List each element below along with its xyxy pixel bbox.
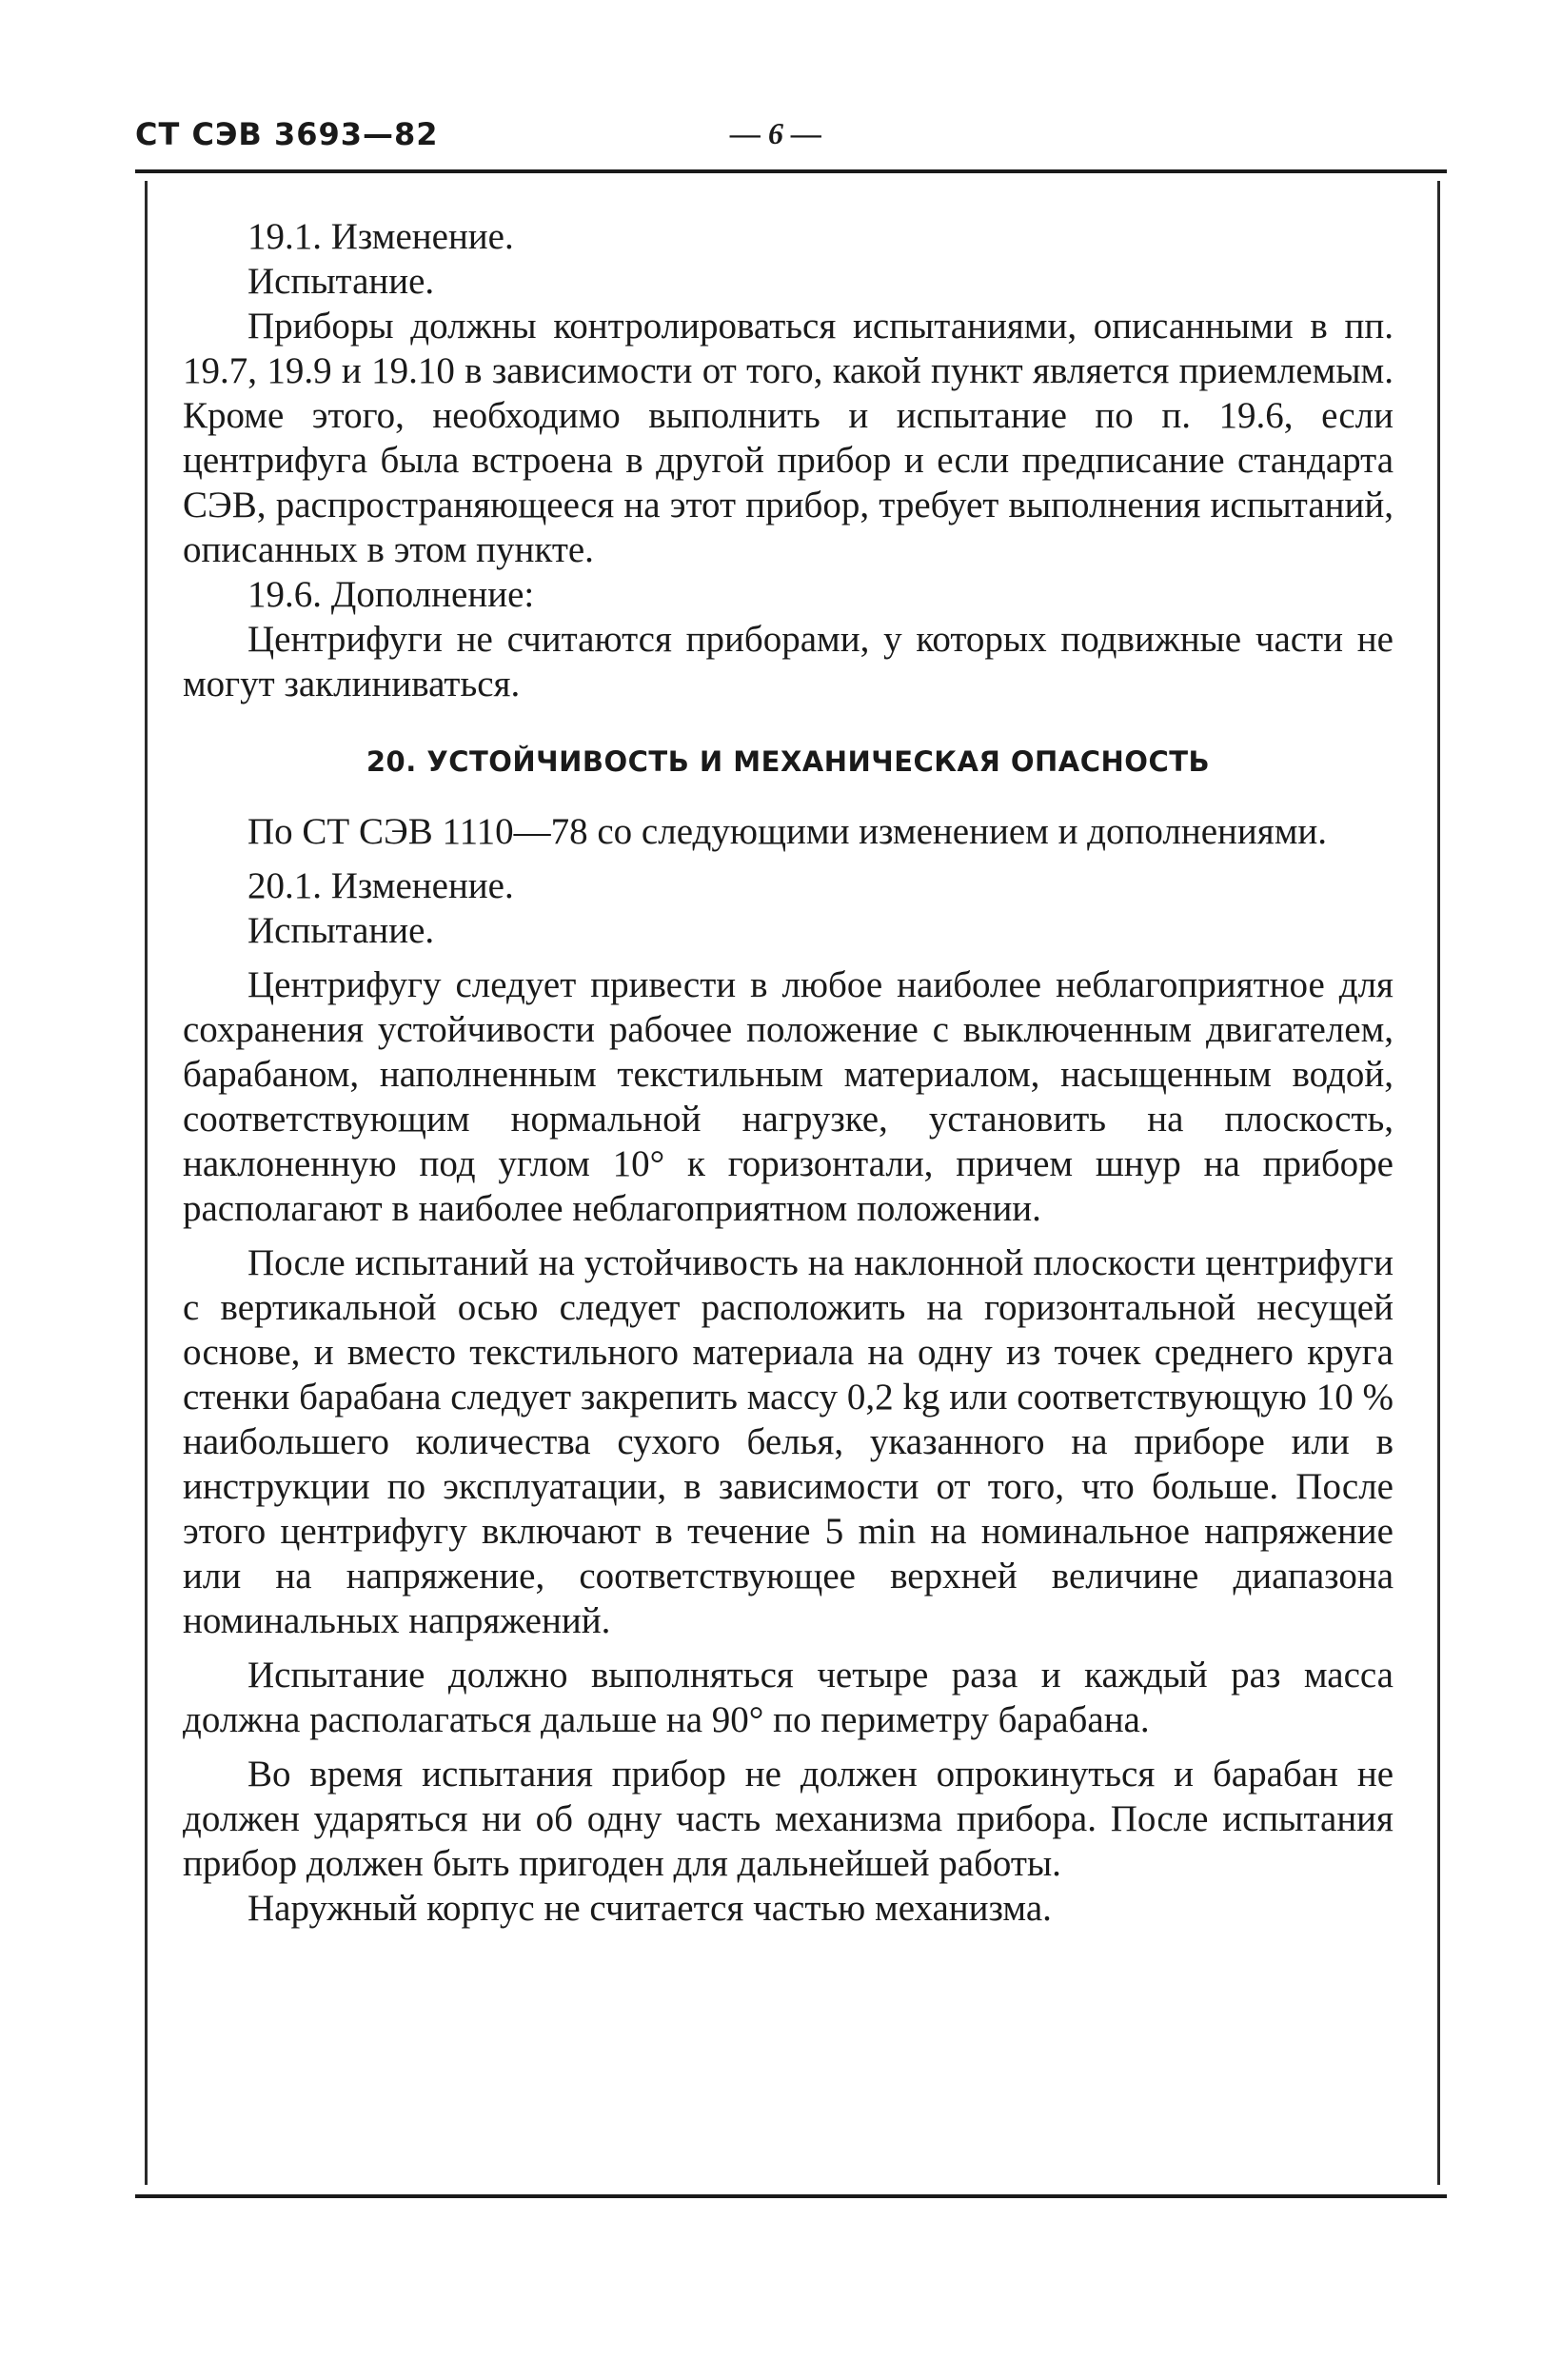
left-margin-line [145,181,148,2185]
clause-19-1-heading: 19.1. Изменение. [247,216,514,257]
clause-20-1-paragraph-4: Во время испытания прибор не должен опрокинуться и барабан не должен ударяться ни об одну часть механизма прибора. После испытания прибор должен быть пригоден для дальнейшей работы. [183,1754,1394,1884]
footer-rule [135,2194,1447,2198]
clause-20-1-heading: 20.1. Изменение. [247,865,514,906]
header-rule [135,169,1447,173]
clause-19-1-text: Приборы должны контролироваться испытаниями, описанными в пп. 19.7, 19.9 и 19.10 в зависимости от того, какой пункт является приемлемым. Кроме этого, необходимо выполнить и испытание по п. 19.6, если центрифуга была встроена в другой прибор и если предписание стандарта СЭВ, распространяющееся на этот прибор, требует выполнения испытаний, описанных в этом пункте. [183,306,1394,570]
page-header [135,116,1439,164]
section-20-intro: По СТ СЭВ 1110—78 со следующими изменением и дополнениями. [247,811,1328,852]
clause-20-1-test-label: Испытание. [247,910,435,951]
right-margin-line [1437,181,1440,2185]
section-20-title: 20. УСТОЙЧИВОСТЬ И МЕХАНИЧЕСКАЯ ОПАСНОСТЬ [366,745,1211,778]
clause-20-1-paragraph-3: Испытание должно выполняться четыре раза и каждый раз масса должна располагаться дальше на 90° по периметру барабана. [183,1655,1394,1740]
clause-19-1-test-label: Испытание. [247,261,435,302]
clause-19-6-heading: 19.6. Дополнение: [247,574,535,615]
clause-20-1-paragraph-5: Наружный корпус не считается частью механизма. [247,1888,1052,1929]
clause-20-1-paragraph-1: Центрифугу следует привести в любое наиболее неблагоприятное для сохранения устойчивости рабочее положение с выключенным двигателем, барабаном, наполненным текстильным материалом, насыщенным водой, соответствующим нормальной нагрузке, установить на плоскость, наклоненную под углом 10° к горизонтали, причем шнур на приборе располагают в наиболее неблагоприятном положении. [183,964,1394,1229]
clause-20-1-paragraph-2: После испытаний на устойчивость на наклонной плоскости центрифуги с вертикальной осью следует расположить на горизонтальной несущей основе, и вместо текстильного материала на одну из точек среднего круга стенки барабана следует закрепить массу 0,2 kg или соответствующую 10 % наибольшего количества сухого белья, указанного на приборе или в инструкции по эксплуатации, в зависимости от того, что больше. После этого центрифугу включают в течение 5 min на номинальное напряжение или на напряжение, соответствующее верхней величине диапазона номинальных напряжений. [183,1242,1394,1641]
page-body [183,214,1394,1931]
page-number: — 6 — [730,116,821,150]
document-code: СТ СЭВ 3693—82 [135,116,439,152]
clause-19-6-text: Центрифуги не считаются приборами, у которых подвижные части не могут заклиниваться. [183,619,1394,704]
